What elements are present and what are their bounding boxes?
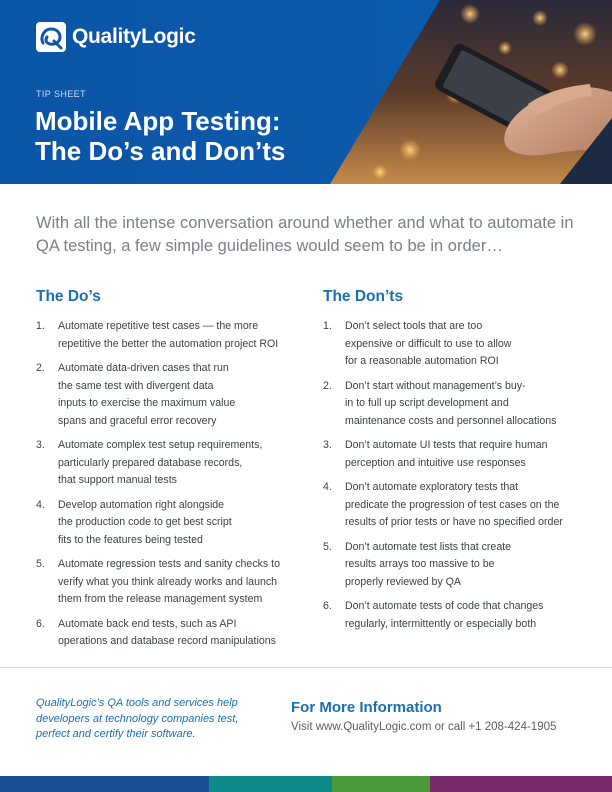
list-item	[323, 318, 583, 371]
list-item-line: Don’t automate exploratory tests that	[345, 481, 519, 493]
quality-logic-logo-icon	[36, 22, 66, 52]
list-item-line: verify what you think already works and launch	[58, 575, 278, 588]
list-item-line: results of prior tests or have no specified order	[345, 516, 563, 528]
list-item	[323, 598, 583, 633]
brand-name: QualityLogic	[72, 25, 196, 48]
list-item-line: Automate data-driven cases that run	[58, 362, 229, 374]
color-bar-segment	[332, 776, 430, 792]
list-item	[323, 479, 583, 532]
intro-line-2: QA testing, a few simple guidelines would seem to be in order…	[36, 237, 503, 255]
list-item-line: perception and intuitive use responses	[345, 456, 526, 469]
list-item-line: Develop automation right alongside	[58, 498, 225, 511]
list-item-line: particularly prepared database records,	[58, 456, 243, 469]
list-item	[323, 539, 583, 592]
more-info-heading: For More Information	[291, 699, 442, 716]
list-item-text	[345, 479, 583, 532]
list-item-line: Automate regression tests and sanity checks to	[58, 558, 280, 570]
title-line-1: Mobile App Testing:	[35, 106, 281, 136]
dos-column	[36, 288, 298, 658]
list-item-number: 3.	[36, 439, 45, 451]
list-item-number: 1.	[36, 320, 45, 332]
list-item	[36, 318, 298, 353]
list-item-line: Don’t automate UI tests that require human	[345, 439, 548, 451]
list-item-line: Automate complex test setup requirements,	[58, 439, 263, 451]
list-item-line: the production code to get best script	[58, 516, 232, 528]
color-bar-segment	[0, 776, 209, 792]
tagline-line: developers at technology companies test,	[36, 712, 239, 725]
list-item-text	[58, 318, 298, 353]
list-item-text	[345, 539, 583, 592]
color-bar-segment	[209, 776, 332, 792]
list-item-line: Automate back end tests, such as API	[58, 617, 237, 630]
list-item	[323, 437, 583, 472]
brand-logo	[36, 22, 196, 52]
list-item-line: for a reasonable automation ROI	[345, 355, 499, 367]
list-item-number: 6.	[36, 617, 45, 630]
list-item-line: the same test with divergent data	[58, 379, 214, 392]
list-item-number: 2.	[323, 379, 332, 392]
list-item-text	[58, 497, 298, 550]
list-item-number: 6.	[323, 600, 332, 612]
list-item-line: in to full up script development and	[345, 397, 509, 409]
list-item-text	[345, 437, 583, 472]
list-item-number: 5.	[323, 540, 332, 553]
list-item-line: that support manual tests	[58, 474, 177, 486]
list-item-text	[345, 378, 583, 431]
dos-list	[36, 318, 298, 651]
header-banner	[0, 0, 612, 184]
list-item-line: them from the release management system	[58, 593, 263, 605]
list-item	[323, 378, 583, 431]
list-item-number: 5.	[36, 558, 45, 570]
list-item-number: 2.	[36, 362, 45, 374]
list-item-line: maintenance costs and personnel allocations	[345, 414, 557, 427]
list-item-number: 4.	[323, 481, 332, 493]
list-item-line: spans and graceful error recovery	[58, 414, 217, 427]
intro-line-1: With all the intense conversation around whether and what to automate in	[36, 214, 574, 232]
list-item-line: Automate repetitive test cases — the more	[58, 320, 259, 332]
list-item	[36, 437, 298, 490]
footer-color-bar	[0, 776, 612, 792]
contact-info: Visit www.QualityLogic.com or call +1 208-424-1905	[291, 721, 557, 733]
list-item-text	[345, 318, 583, 371]
intro-paragraph	[36, 212, 581, 258]
list-item	[36, 497, 298, 550]
title-line-2: The Do’s and Don’ts	[35, 136, 286, 166]
company-tagline	[36, 696, 266, 743]
list-item-line: properly reviewed by QA	[345, 575, 461, 588]
color-bar-segment	[430, 776, 612, 792]
list-item	[36, 360, 298, 430]
list-item-number: 3.	[323, 439, 332, 451]
list-item-line: fits to the features being tested	[58, 533, 203, 546]
donts-list	[323, 318, 583, 633]
list-item	[36, 616, 298, 651]
tagline-line: QualityLogic’s QA tools and services help	[36, 697, 238, 709]
list-item-line: results arrays too massive to be	[345, 558, 495, 570]
page-title	[35, 106, 285, 166]
list-item-line: repetitive the better the automation project ROI	[58, 337, 279, 350]
dos-heading: The Do’s	[36, 288, 101, 305]
list-item-line: inputs to exercise the maximum value	[58, 397, 236, 409]
footer-divider	[0, 667, 612, 668]
list-item-line: regularly, intermittently or especially both	[345, 617, 537, 630]
list-item-text	[58, 360, 298, 430]
list-item-number: 4.	[36, 498, 45, 511]
list-item-line: operations and database record manipulations	[58, 635, 276, 647]
list-item-line: Don’t automate tests of code that changes	[345, 600, 544, 612]
list-item	[36, 556, 298, 609]
list-item-line: Don’t start without management’s buy-	[345, 379, 526, 392]
list-item-text	[58, 616, 298, 651]
donts-column	[323, 288, 583, 640]
list-item-text	[58, 556, 298, 609]
list-item-line: predicate the progression of test cases on the	[345, 498, 560, 511]
list-item-line: Don’t select tools that are too	[345, 320, 483, 332]
list-item-text	[58, 437, 298, 490]
tagline-line: perfect and certify their software.	[36, 728, 196, 740]
list-item-line: Don’t automate test lists that create	[345, 540, 512, 553]
list-item-text	[345, 598, 583, 633]
document-type-label: TIP SHEET	[36, 89, 86, 99]
list-item-line: expensive or difficult to use to allow	[345, 337, 512, 350]
donts-heading: The Don’ts	[323, 288, 404, 305]
list-item-number: 1.	[323, 320, 332, 332]
